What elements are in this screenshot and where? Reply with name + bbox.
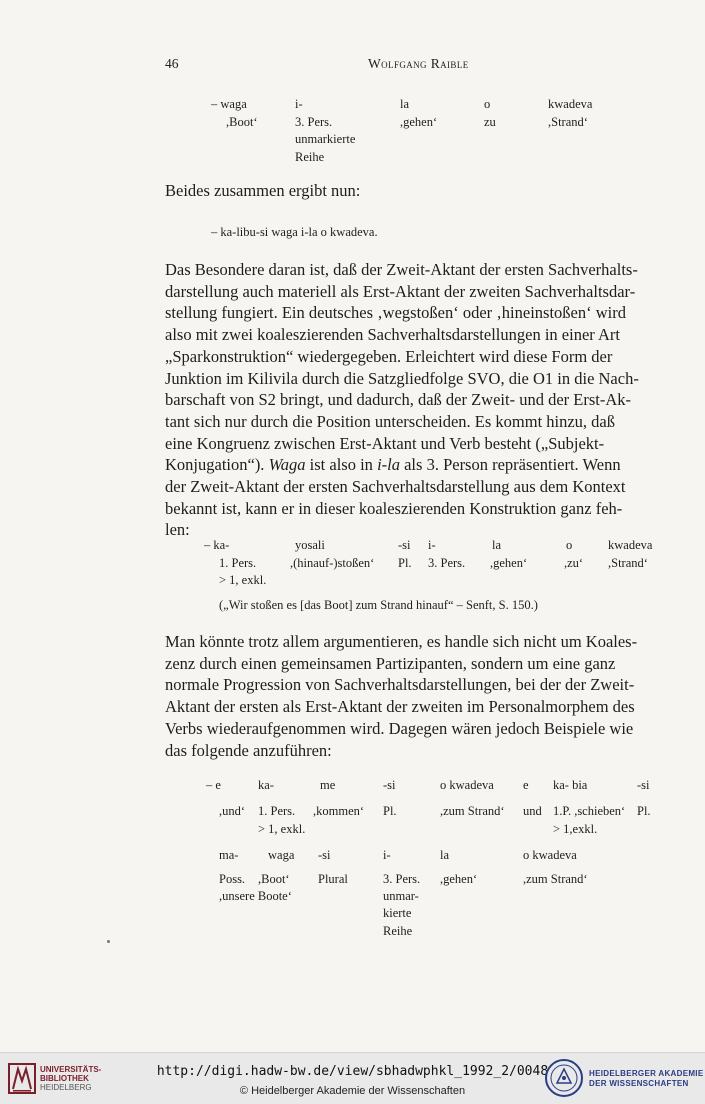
gloss-word: -si <box>398 538 411 552</box>
text-line: barschaft von S2 bringt, und dadurch, daß der Zweit- und der Erst-Ak- <box>165 390 631 410</box>
copyright-notice: © Heidelberger Akademie der Wissenschaften <box>239 1085 466 1097</box>
text-line: Das Besondere daran ist, daß der Zweit-Aktant der ersten Sachverhalts- <box>165 260 638 279</box>
gloss-word: o kwadeva <box>523 848 577 862</box>
gloss-translation: Poss. <box>219 872 246 886</box>
text-line: zenz durch einen gemeinsamen Partizipanten, sondern um eine ganz <box>165 653 616 673</box>
text-line: len: <box>165 520 190 540</box>
gloss-translation: ,kommen‘ <box>313 804 365 818</box>
text-line: Aktant der ersten als Erst-Aktant der zweiten im Personalmorphem des <box>165 697 635 717</box>
gloss-word: ka- bia <box>553 778 588 792</box>
text-line: also mit zwei koaleszierenden Sachverhaltsdarstellungen in einer Art <box>165 325 620 345</box>
gloss-word: -si <box>318 848 331 862</box>
gloss-translation: 3. Pers. <box>295 115 333 129</box>
gloss-word: – e <box>206 778 221 792</box>
gloss-translation: 1. Pers. <box>258 804 296 818</box>
gloss-translation: 3. Pers. <box>428 556 466 570</box>
gloss-word: o <box>484 97 491 111</box>
text-line: Man könnte trotz allem argumentieren, es handle sich nicht um Koales- <box>165 632 638 651</box>
gloss-translation: ,Boot‘ <box>226 115 258 129</box>
gloss-word: waga <box>268 848 295 862</box>
gloss-translation: ,Strand‘ <box>608 556 648 570</box>
gloss-translation: zu <box>484 115 496 129</box>
gloss-word: me <box>320 778 336 792</box>
gloss-word: -si <box>637 778 650 792</box>
gloss-translation: ,Boot‘ <box>258 872 290 886</box>
document-url-link[interactable]: http://digi.hadw-bw.de/view/sbhadwphkl_1992_2/0048 <box>156 1064 549 1079</box>
gloss-word: yosali <box>295 538 325 552</box>
gloss-translation: Pl. <box>637 804 651 818</box>
gloss-word: la <box>492 538 502 552</box>
gloss-translation: ,gehen‘ <box>440 872 478 886</box>
running-header-author: Wolfgang Raible <box>368 56 469 71</box>
gloss-word: i- <box>383 848 391 862</box>
page-number: 46 <box>165 56 179 71</box>
gloss-word: – waga <box>211 97 247 111</box>
gloss-translation: ,gehen‘ <box>400 115 438 129</box>
text-line: das folgende anzuführen: <box>165 740 332 760</box>
gloss-translation: 1.P. ,schieben‘ <box>553 804 626 818</box>
gloss-word: o <box>566 538 573 552</box>
gloss-translation: ,Strand‘ <box>548 115 588 129</box>
text-line: eine Kongruenz zwischen Erst-Aktant und Verb besteht („Subjekt- <box>165 433 605 453</box>
text-line: Junktion im Kilivila durch die Satzgliedfolge SVO, die O1 in die Nach- <box>165 368 639 388</box>
example-3-translation: („Wir stoßen es [das Boot] zum Strand hinauf“ – Senft, S. 150.) <box>219 598 538 612</box>
text-line: Verbs wiederaufgenommen wird. Dagegen wären jedoch Beispiele wie <box>165 718 634 738</box>
gloss-translation: Plural <box>318 872 348 886</box>
gloss-translation: unmarkierte <box>295 132 356 146</box>
gloss-translation: > 1, exkl. <box>219 573 267 587</box>
gloss-word: – ka- <box>204 538 230 552</box>
text-line: bekannt ist, kann er in dieser koaleszierenden Konstruktion ganz feh- <box>165 498 623 518</box>
paragraph-1 <box>165 259 670 541</box>
gloss-translation: und <box>523 804 542 818</box>
gloss-translation: unmar- <box>383 889 419 903</box>
text-line: „Sparkonstruktion“ wiedergegeben. Erleichtert wird diese Form der <box>165 346 613 366</box>
gloss-translation: Reihe <box>383 924 413 938</box>
gloss-translation: ,gehen‘ <box>490 556 528 570</box>
gloss-word: i- <box>295 97 303 111</box>
gloss-word: i- <box>428 538 436 552</box>
text-line: darstellung auch materiell als Erst-Aktant der zweiten Sachverhaltsdar- <box>165 281 636 301</box>
gloss-word: la <box>440 848 450 862</box>
academy-name: HEIDELBERGER AKADEMIE DER WISSENSCHAFTEN <box>589 1069 704 1088</box>
text-line: der Zweit-Aktant der ersten Sachverhaltsdarstellung aus dem Kontext <box>165 477 626 497</box>
intro-sentence: Beides zusammen ergibt nun: <box>165 181 361 200</box>
gloss-translation: ,zum Strand‘ <box>440 804 505 818</box>
gloss-translation: Reihe <box>295 150 325 164</box>
text-line: tant sich nur durch die Position unterscheiden. Es kommt hinzu, daß <box>165 411 616 431</box>
gloss-word: o kwadeva <box>440 778 494 792</box>
text-line: Konjugation“). Waga ist also in i-la als 3. Person repräsentiert. Wenn <box>165 455 621 475</box>
page-speck <box>107 940 110 943</box>
gloss-translation: ,(hinauf-)stoßen‘ <box>290 556 375 570</box>
gloss-translation: ,zu‘ <box>564 556 584 570</box>
gloss-translation: ,und‘ <box>219 804 246 818</box>
footer-bar <box>0 1052 705 1104</box>
gloss-translation: Pl. <box>383 804 397 818</box>
gloss-word: e <box>523 778 529 792</box>
gloss-translation: kierte <box>383 906 412 920</box>
paragraph-2 <box>165 631 670 761</box>
academy-seal-icon <box>544 1057 584 1099</box>
example-2: – ka-libu-si waga i-la o kwadeva. <box>211 225 378 239</box>
gloss-word: la <box>400 97 410 111</box>
gloss-translation: Pl. <box>398 556 412 570</box>
university-library-name: UNIVERSITÄTS- BIBLIOTHEK HEIDELBERG <box>40 1065 102 1092</box>
gloss-word: kwadeva <box>548 97 593 111</box>
gloss-word: ma- <box>219 848 239 862</box>
gloss-translation: 3. Pers. <box>383 872 421 886</box>
gloss-translation: > 1,exkl. <box>553 822 598 836</box>
gloss-translation: ,zum Strand‘ <box>523 872 588 886</box>
gloss-translation: 1. Pers. <box>219 556 257 570</box>
gloss-word: kwadeva <box>608 538 653 552</box>
gloss-translation: > 1, exkl. <box>258 822 306 836</box>
gloss-translation: ,unsere Boote‘ <box>219 889 292 903</box>
gloss-word: ka- <box>258 778 274 792</box>
text-line: normale Progression von Sachverhaltsdarstellungen, bei der der Zweit- <box>165 675 635 695</box>
text-line: stellung fungiert. Ein deutsches ‚wegstoßen‘ oder ‚hineinstoßen‘ wird <box>165 303 626 323</box>
gloss-word: -si <box>383 778 396 792</box>
